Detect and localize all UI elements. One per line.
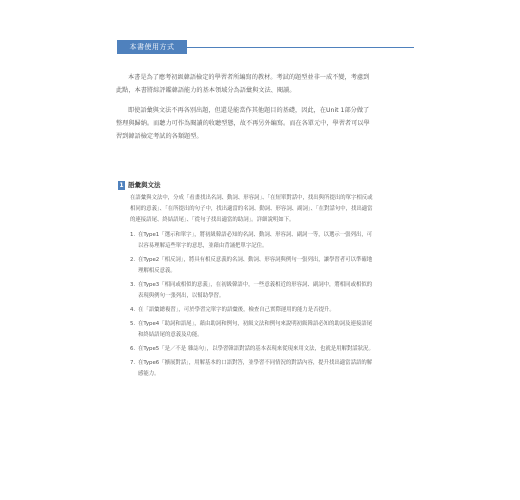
list-item — [130, 358, 376, 380]
list-item — [130, 319, 376, 341]
header-divider — [187, 47, 414, 48]
list-item — [130, 305, 376, 316]
list-number: 4. — [130, 307, 136, 313]
section-heading — [118, 181, 378, 191]
list-item — [130, 255, 376, 277]
section-intro: 在語彙與文法中，分成「看畫找出名詞、動詞、形容詞」、「在短單對話中，找出與所提出的單字相反或相同的意義」、「在所提出的句子中，找出適當的名詞、動詞、形容詞、副詞」、「在對話句中，找出適當的連接語尾、終結語尾」、「從句子找出適當的助詞」。詳細說明如下。 — [130, 195, 373, 223]
list-item — [130, 280, 376, 302]
list-text: 在Type3「相同或相似的意義」，在初級韓語中，一些意義相近的形容詞、副詞中，將相同或相似的表現與例句一張列出，以幫助學習。 — [138, 282, 373, 299]
list-text: 在Type1「選示和單字」，將初級韓語必知的名詞、動詞、形容詞、副詞一等，以選示一張列出，可以容易理解這些單字的意思，並藉由背誦把單字記住。 — [138, 232, 373, 249]
list-number: 2. — [130, 257, 136, 263]
section-list — [130, 230, 376, 380]
list-item — [130, 230, 376, 252]
list-number: 1. — [130, 232, 136, 238]
list-number: 3. — [130, 282, 136, 288]
header-bar — [117, 40, 414, 54]
list-number: 7. — [130, 360, 136, 366]
section-title: 語彙與文法 — [128, 181, 161, 189]
section-body — [130, 193, 376, 383]
list-text: 在Type5「是／不是 雜誌句」，以學習韓語對話的基本表現來從現來用文法，也就是用解對話狀況。 — [138, 346, 374, 352]
section-number: 1 — [119, 182, 124, 189]
list-text: 在Type2「相反詞」，將具有相反意義的名詞、動詞、形容詞與例句一張列出，讓學習者可以準確地理解相反意義。 — [138, 257, 373, 274]
list-number: 6. — [130, 346, 136, 352]
intro-text — [116, 71, 374, 150]
intro-paragraph-2: 即使語彙與文法不再各別出題，但還是能當作其他題目的基礎，因此，在Unit 1部分做了整理與歸納。而聽力可作為閱讀的收聽型態，故不再另外編寫。而在各單元中，學習者可以學習到韓語檢定考試的各類題型。 — [116, 107, 370, 140]
list-text: 在Type6「擴展對話」，用解基本的口語對答，並學習不同情況的對話內容，提升找出適當話語的解感能力。 — [138, 360, 373, 377]
intro-paragraph-1: 本書是為了應考初級韓語檢定的學習者所編寫的教材。考試的題型並非一成不變，考慮到此點，本書將綜評鑑韓語能力的基本領域分為語彙與文法、閱讀。 — [116, 74, 370, 94]
header-label: 本書使用方式 — [117, 40, 187, 54]
list-number: 5. — [130, 321, 136, 327]
list-text: 在Type4「助詞和語尾」，藉由助詞和例句，初級文法和例句來說明初級韓語必知的助詞及連接語尾和終結語尾的意義及功能。 — [138, 321, 373, 338]
list-text: 在「語彙總複習」，可於學習完單字的語彙後，檢查自己實際運用的能力是否提升。 — [138, 307, 335, 313]
list-item — [130, 344, 376, 355]
